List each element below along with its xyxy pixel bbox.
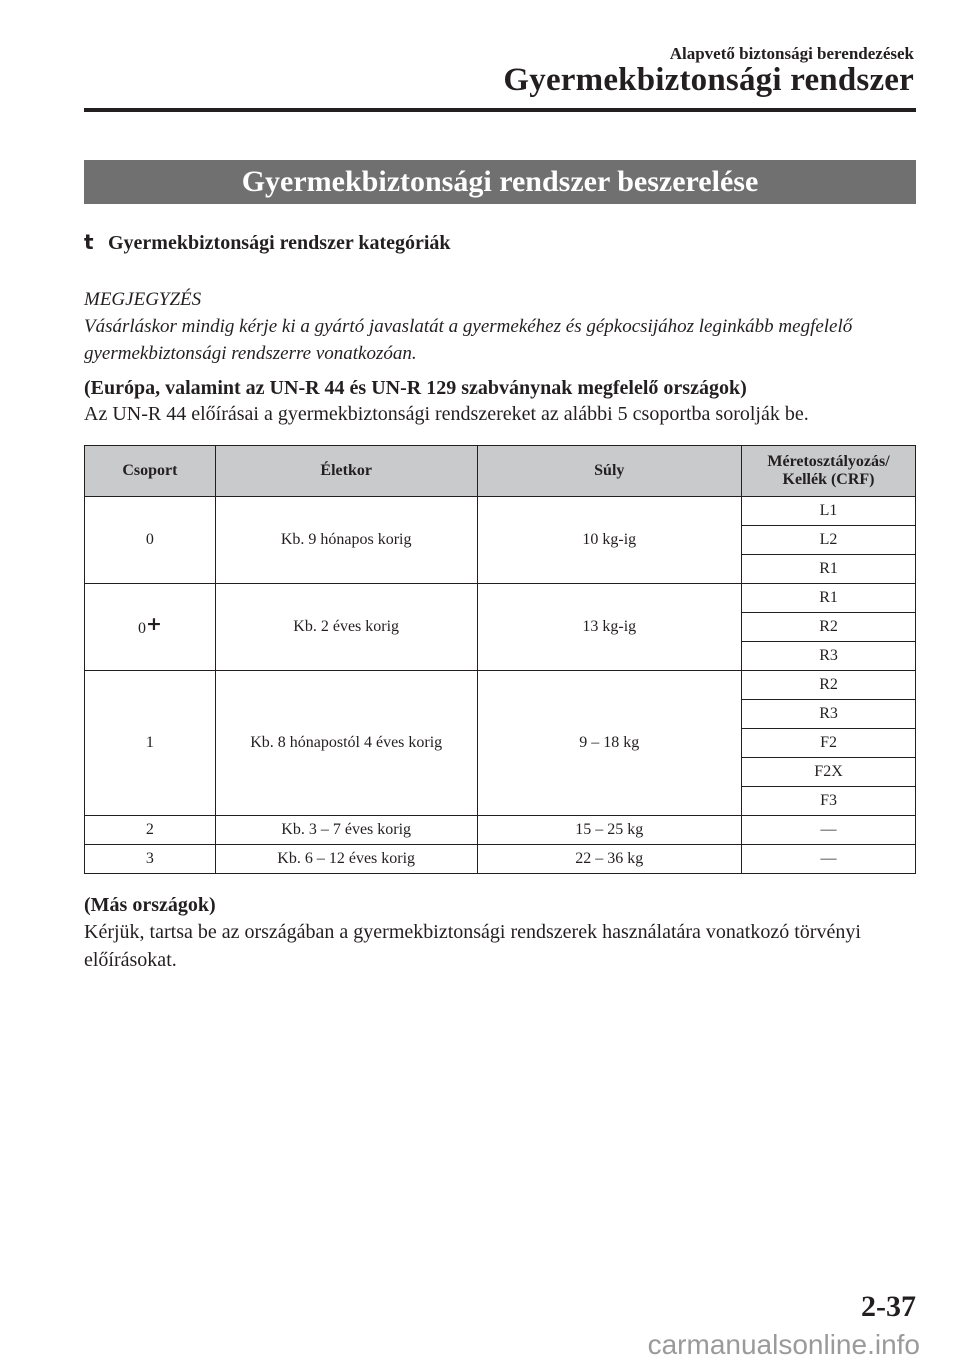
- header-rule: [84, 108, 916, 112]
- cell-age: Kb. 2 éves korig: [215, 584, 477, 671]
- note-text: Vásárláskor mindig kérje ki a gyártó javaslatát a gyermekéhez és gépkocsijához leginkább megfelelő gyermekbiztonsági rendszerre vonatkozóan.: [84, 316, 853, 364]
- page-number: 2-37: [861, 1290, 916, 1323]
- header-size-class: [742, 446, 916, 497]
- running-header-subtitle: Alapvető biztonsági berendezések: [669, 44, 914, 63]
- table-row: [85, 845, 916, 874]
- cell-size: F3: [742, 787, 916, 816]
- section-heading-text: Gyermekbiztonsági rendszer kategóriák: [108, 232, 451, 254]
- header-group: Csoport: [85, 446, 216, 497]
- table-row: [85, 816, 916, 845]
- cell-size: F2X: [742, 758, 916, 787]
- table-row: [85, 497, 916, 526]
- cell-size: R1: [742, 555, 916, 584]
- europe-heading: (Európa, valamint az UN-R 44 és UN-R 129 szabványnak megfelelő országok): [84, 377, 747, 399]
- cell-size: L1: [742, 497, 916, 526]
- cell-weight: 13 kg-ig: [477, 584, 742, 671]
- europe-text: Az UN-R 44 előírásai a gyermekbiztonsági rendszereket az alábbi 5 csoportba sorolják be.: [84, 403, 809, 425]
- other-countries-heading: (Más országok): [84, 894, 216, 916]
- note-title: MEGJEGYZÉS: [84, 289, 202, 310]
- cell-group: [85, 584, 216, 671]
- cell-size: ―: [742, 845, 916, 874]
- cell-weight: 22 – 36 kg: [477, 845, 742, 874]
- cell-group-value: 0: [137, 620, 146, 637]
- cell-age: Kb. 3 – 7 éves korig: [215, 816, 477, 845]
- header-weight: Súly: [477, 446, 742, 497]
- table-header-row: [85, 446, 916, 497]
- cell-size: R2: [742, 613, 916, 642]
- cell-group: 2: [85, 816, 216, 845]
- cell-size: F2: [742, 729, 916, 758]
- cell-group: 0: [85, 497, 216, 584]
- cell-weight: 9 – 18 kg: [477, 671, 742, 816]
- plus-icon: +: [145, 613, 162, 635]
- cell-age: Kb. 8 hónapostól 4 éves korig: [215, 671, 477, 816]
- cell-age: Kb. 9 hónapos korig: [215, 497, 477, 584]
- running-header-title: Gyermekbiztonsági rendszer: [503, 62, 914, 98]
- cell-group: 3: [85, 845, 216, 874]
- header-size-class-line2: Kellék (CRF): [782, 471, 875, 488]
- section-heading: [84, 230, 451, 255]
- header-age: Életkor: [215, 446, 477, 497]
- header-size-class-line1: Méretosztályozás/: [767, 453, 890, 470]
- section-banner: Gyermekbiztonsági rendszer beszerelése: [84, 160, 916, 204]
- bullet-icon: t: [84, 230, 94, 254]
- cell-group: 1: [85, 671, 216, 816]
- cell-size: R2: [742, 671, 916, 700]
- watermark: carmanualsonline.info: [647, 1329, 920, 1360]
- cell-size: R1: [742, 584, 916, 613]
- cell-size: R3: [742, 700, 916, 729]
- cell-size: R3: [742, 642, 916, 671]
- cell-size: ―: [742, 816, 916, 845]
- table-row: [85, 671, 916, 700]
- table-row: [85, 584, 916, 613]
- cell-weight: 10 kg-ig: [477, 497, 742, 584]
- other-countries-text: Kérjük, tartsa be az országában a gyermekbiztonsági rendszerek használatára vonatkozó törvényi előírásokat.: [84, 921, 861, 971]
- category-table: [84, 445, 916, 874]
- cell-weight: 15 – 25 kg: [477, 816, 742, 845]
- cell-size: L2: [742, 526, 916, 555]
- cell-age: Kb. 6 – 12 éves korig: [215, 845, 477, 874]
